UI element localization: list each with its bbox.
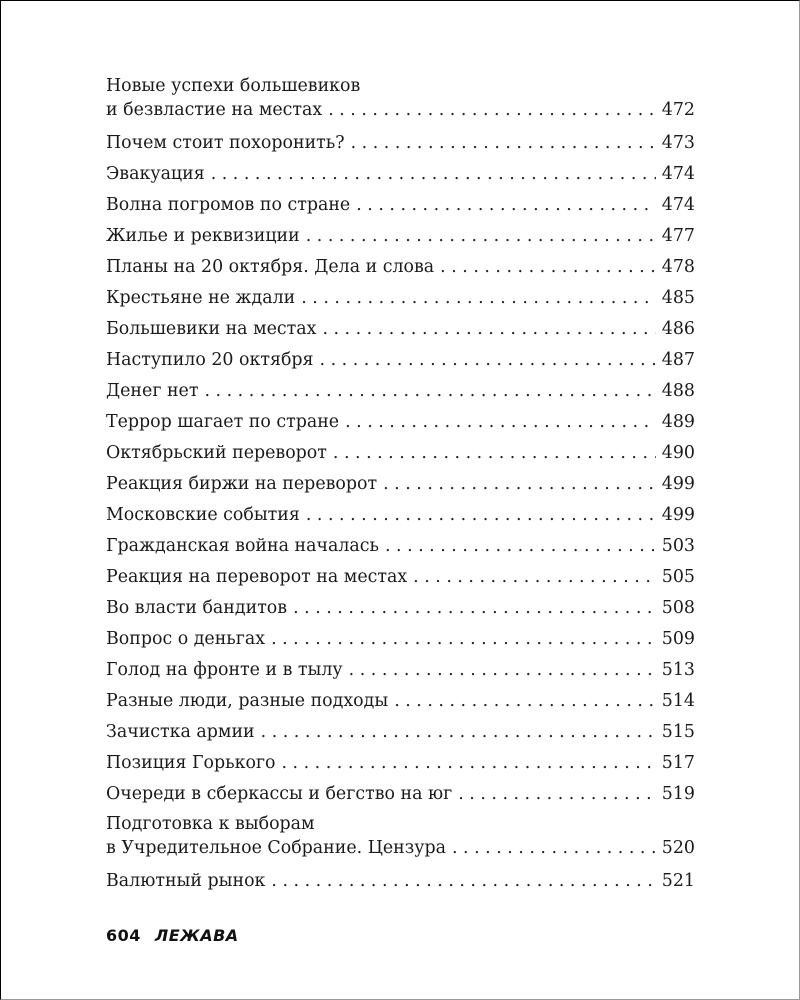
toc-entry-title: Наступило 20 октября xyxy=(106,350,314,370)
toc-entry-title: Волна погромов по стране xyxy=(106,195,351,215)
toc-entry-row xyxy=(106,779,695,810)
toc-entry-page-number: 515 xyxy=(661,722,695,742)
toc-entry-row xyxy=(106,593,695,624)
toc-entry-page-number: 517 xyxy=(661,753,695,773)
toc-entry-page-number: 505 xyxy=(661,567,695,587)
toc-entry xyxy=(106,438,695,469)
dot-leader xyxy=(306,500,656,531)
dot-leader xyxy=(328,98,656,123)
toc-entry-title-line: Подготовка к выборам xyxy=(106,814,315,834)
toc-entry-page-number: 508 xyxy=(661,598,695,618)
toc-entry-title: Большевики на местах xyxy=(106,319,317,339)
toc-entry-title: Гражданская война началась xyxy=(106,536,379,556)
dot-leader xyxy=(356,190,656,221)
dot-leader xyxy=(306,221,656,252)
dot-leader xyxy=(282,748,656,779)
toc-entry-title: Во власти бандитов xyxy=(106,598,288,618)
toc-entry-page-number: 485 xyxy=(661,288,695,308)
toc-entry-page-number: 514 xyxy=(661,691,695,711)
toc-entry-row xyxy=(106,655,695,686)
toc-entry-page-number: 474 xyxy=(661,164,695,184)
toc-entry xyxy=(106,190,695,221)
toc-entry xyxy=(106,531,695,562)
toc-entry-row xyxy=(106,190,695,221)
dot-leader xyxy=(204,376,655,407)
toc-entry-row xyxy=(106,314,695,345)
toc-entry xyxy=(106,252,695,283)
toc-entry xyxy=(106,748,695,779)
toc-entry xyxy=(106,74,695,123)
toc-entry-title: Террор шагает по стране xyxy=(106,412,340,432)
toc-entry xyxy=(106,717,695,748)
dot-leader xyxy=(271,866,655,897)
toc-entry-row xyxy=(106,376,695,407)
toc-entry-title-line: Новые успехи большевиков xyxy=(106,76,361,96)
dot-leader xyxy=(322,314,655,345)
toc-entry-title: Эвакуация xyxy=(106,164,205,184)
dot-leader xyxy=(413,562,656,593)
toc-entry xyxy=(106,812,695,861)
dot-leader xyxy=(351,128,656,159)
toc-entry-title: Крестьяне не ждали xyxy=(106,288,296,308)
dot-leader xyxy=(293,593,656,624)
toc-entry-title: Денег нет xyxy=(106,381,199,401)
toc-entry xyxy=(106,655,695,686)
toc-entry-title: Реакция на переворот на местах xyxy=(106,567,408,587)
toc-entry-page-number: 503 xyxy=(661,536,695,556)
dot-leader xyxy=(271,624,656,655)
toc-entry-page-number: 499 xyxy=(661,474,695,494)
toc-entry-title: Жилье и реквизиции xyxy=(106,226,300,246)
toc-entry-title: Зачистка армии xyxy=(106,722,255,742)
toc-entry-page-number: 472 xyxy=(661,100,695,120)
toc-entry-row xyxy=(106,252,695,283)
running-author: ЛЕЖАВА xyxy=(154,926,239,945)
toc-entry xyxy=(106,686,695,717)
toc-entry xyxy=(106,562,695,593)
toc-entry-row xyxy=(106,128,695,159)
dot-leader xyxy=(345,407,656,438)
toc-entry-page-number: 519 xyxy=(661,784,695,804)
toc-entry-row xyxy=(106,221,695,252)
dot-leader xyxy=(383,469,656,500)
toc-entry-row xyxy=(106,717,695,748)
toc-entry-page-number: 521 xyxy=(661,871,695,891)
toc-entry-title: Реакция биржи на переворот xyxy=(106,474,378,494)
toc-entry-title: Октябрьский переворот xyxy=(106,443,327,463)
table-of-contents xyxy=(106,72,695,897)
toc-entry-title: в Учредительное Собрание. Цензура xyxy=(106,838,446,858)
toc-entry-row xyxy=(106,98,695,123)
toc-entry-page-number: 509 xyxy=(661,629,695,649)
toc-entry-page-number: 513 xyxy=(661,660,695,680)
toc-entry-page-number: 499 xyxy=(661,505,695,525)
dot-leader xyxy=(452,836,656,861)
toc-entry-row xyxy=(106,866,695,897)
toc-entry-page-number: 487 xyxy=(661,350,695,370)
toc-entry-title: и безвластие на местах xyxy=(106,100,323,120)
toc-entry-title: Голод на фронте и в тылу xyxy=(106,660,343,680)
toc-entry-title: Почем стоит похоронить? xyxy=(106,133,345,153)
toc-entry-row xyxy=(106,159,695,190)
page-number: 604 xyxy=(106,926,141,945)
toc-entry-page-number: 477 xyxy=(661,226,695,246)
toc-entry xyxy=(106,500,695,531)
dot-leader xyxy=(301,283,656,314)
dot-leader xyxy=(349,655,656,686)
toc-entry-row xyxy=(106,748,695,779)
toc-entry-row xyxy=(106,500,695,531)
dot-leader xyxy=(333,438,656,469)
dot-leader xyxy=(394,686,656,717)
toc-entry-page-number: 486 xyxy=(661,319,695,339)
dot-leader xyxy=(385,531,656,562)
toc-entry xyxy=(106,314,695,345)
toc-entry-page-number: 474 xyxy=(661,195,695,215)
toc-entry-page-number: 478 xyxy=(661,257,695,277)
toc-entry-page-number: 520 xyxy=(661,838,695,858)
toc-entry-title: Очереди в сберкассы и бегство на юг xyxy=(106,784,453,804)
toc-entry xyxy=(106,345,695,376)
toc-entry xyxy=(106,866,695,897)
toc-entry xyxy=(106,283,695,314)
toc-entry-row xyxy=(106,345,695,376)
toc-entry-row xyxy=(106,624,695,655)
dot-leader xyxy=(458,779,656,810)
dot-leader xyxy=(320,345,656,376)
toc-entry-title: Московские события xyxy=(106,505,300,525)
toc-entry-title: Вопрос о деньгах xyxy=(106,629,266,649)
toc-entry-row xyxy=(106,686,695,717)
dot-leader xyxy=(211,159,656,190)
toc-entry xyxy=(106,159,695,190)
toc-entry xyxy=(106,469,695,500)
toc-entry xyxy=(106,376,695,407)
toc-entry xyxy=(106,221,695,252)
toc-entry-page-number: 488 xyxy=(661,381,695,401)
toc-entry xyxy=(106,779,695,810)
toc-entry xyxy=(106,593,695,624)
toc-entry xyxy=(106,624,695,655)
page-footer xyxy=(106,926,239,945)
toc-entry-row xyxy=(106,531,695,562)
toc-entry-page-number: 490 xyxy=(661,443,695,463)
toc-entry xyxy=(106,407,695,438)
toc-entry-page-number: 473 xyxy=(661,133,695,153)
dot-leader xyxy=(261,717,656,748)
dot-leader xyxy=(440,252,656,283)
toc-entry-title: Позиция Горького xyxy=(106,753,276,773)
toc-entry-row xyxy=(106,836,695,861)
toc-entry-title: Разные люди, разные подходы xyxy=(106,691,389,711)
toc-entry-page-number: 489 xyxy=(661,412,695,432)
toc-entry-row xyxy=(106,438,695,469)
toc-entry-row xyxy=(106,407,695,438)
toc-entry-title: Планы на 20 октября. Дела и слова xyxy=(106,257,435,277)
toc-entry xyxy=(106,128,695,159)
toc-entry-row xyxy=(106,562,695,593)
toc-entry-title: Валютный рынок xyxy=(106,871,266,891)
toc-entry-row xyxy=(106,283,695,314)
toc-entry-row xyxy=(106,469,695,500)
